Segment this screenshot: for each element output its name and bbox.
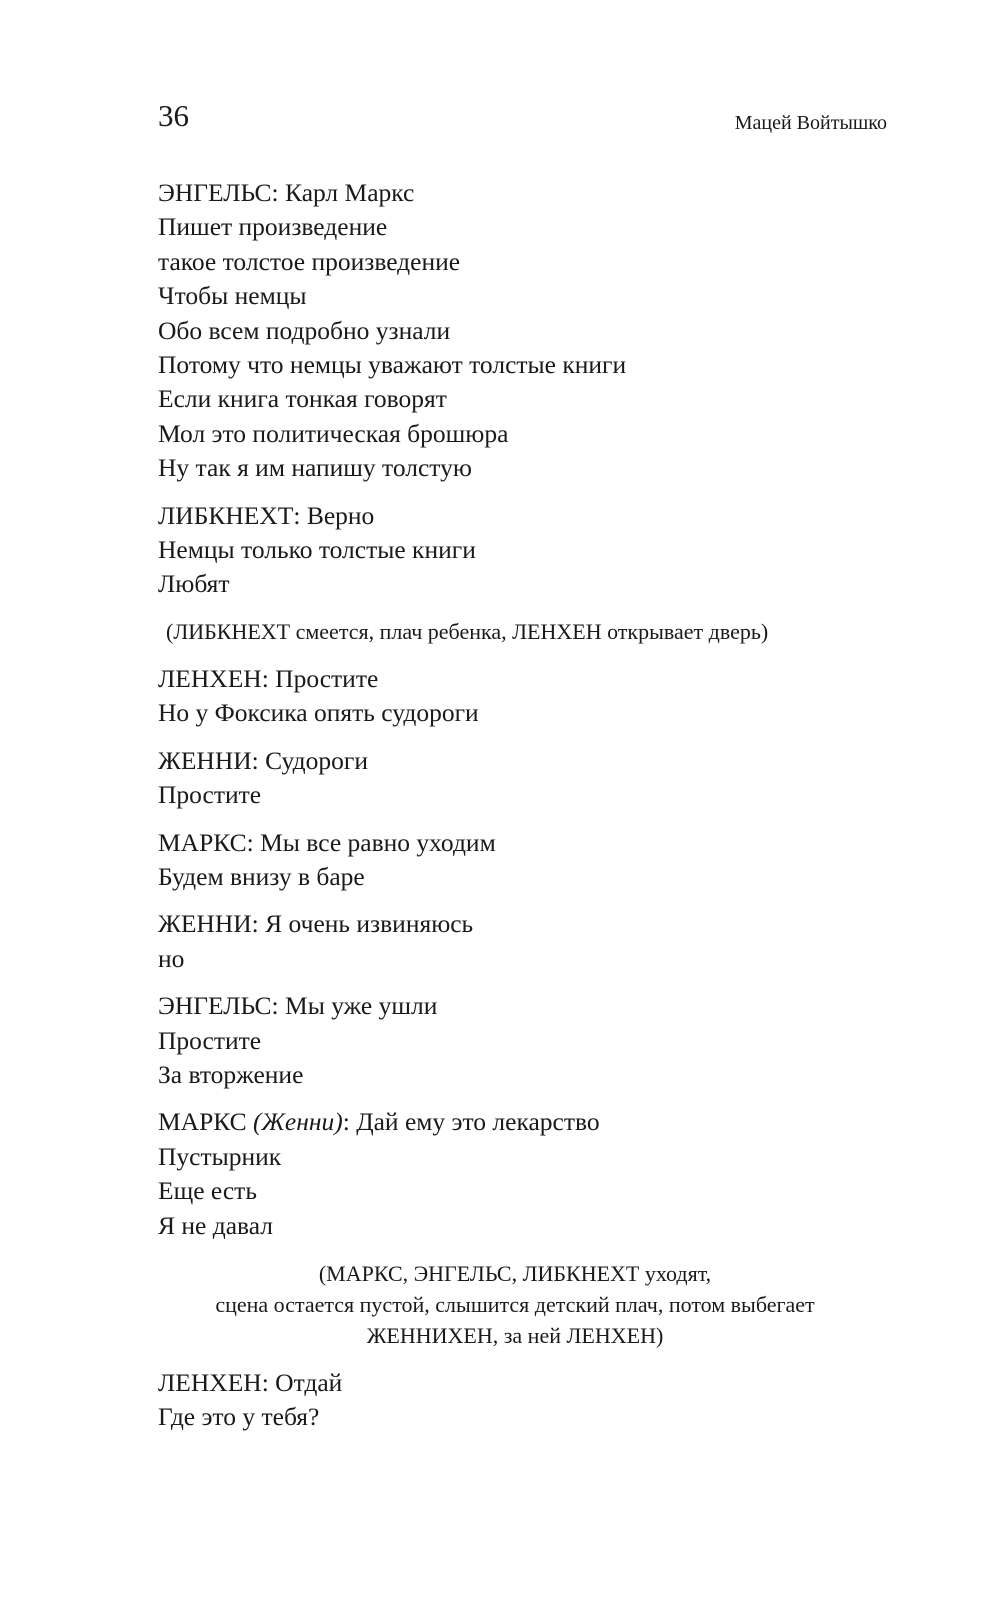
speech-line: Я не давал (158, 1210, 273, 1240)
speech-line: Если книга тонкая говорят (158, 384, 447, 414)
inline-direction: (Женни) (253, 1107, 343, 1137)
speech-line: Но у Фоксика опять судороги (158, 698, 479, 728)
speech-first-line: МАРКС (Женни): Дай ему это лекарство (158, 1107, 600, 1137)
speech-lenchen-1 (158, 662, 928, 731)
speech-jenny-2 (158, 907, 928, 976)
speaker-name: ЖЕННИ: (158, 745, 259, 775)
speech-marx-1 (158, 826, 928, 895)
character-name: ЛЕНХЕН (566, 1322, 656, 1348)
speech-engels-1 (158, 176, 928, 486)
speech-line: Мол это политическая брошюра (158, 418, 509, 448)
speech-line: Еще есть (158, 1176, 257, 1206)
speech-liebknecht (158, 499, 928, 602)
speech-line: Потому что немцы уважают толстые книги (158, 350, 627, 380)
speech-line: Чтобы немцы (158, 281, 307, 311)
character-name: ЛИБКНЕХТ (522, 1260, 640, 1286)
speech-first-line: ЖЕННИ: Я очень извиняюсь (158, 909, 474, 939)
speaker-name: ЛЕНХЕН: (158, 663, 269, 693)
speaker-name: ЭНГЕЛЬС: (158, 991, 279, 1021)
speaker-name: ЖЕННИ: (158, 909, 259, 939)
speech-line: Простите (158, 780, 262, 810)
stage-line: сцена остается пустой, слышится детский плач, потом выбегает (215, 1291, 815, 1317)
stage-direction-1: (ЛИБКНЕХТ смеется, плач ребенка, ЛЕНХЕН открывает дверь) (166, 618, 769, 644)
character-name: ЛИБКНЕХТ (173, 618, 291, 644)
speech-first-line: МАРКС: Мы все равно уходим (158, 827, 496, 857)
speech-line: но (158, 943, 185, 973)
speech-first-line: ЛИБКНЕХТ: Верно (158, 500, 375, 530)
speech-first-line: ЭНГЕЛЬС: Карл Маркс (158, 178, 415, 207)
speech-line: Немцы только толстые книги (158, 535, 476, 565)
speech-jenny-1 (158, 744, 928, 813)
speaker-name: ЭНГЕЛЬС: (158, 178, 279, 207)
character-name: ЛЕНХЕН (512, 618, 602, 644)
speech-line: Где это у тебя? (158, 1402, 320, 1432)
speech-line: Ну так я им напишу толстую (158, 453, 472, 483)
character-name: ЭНГЕЛЬС (413, 1260, 512, 1286)
speech-line: Простите (158, 1025, 262, 1055)
speech-line: Любят (158, 569, 230, 599)
speaker-name: МАРКС (158, 1107, 247, 1137)
speech-line: Обо всем подробно узнали (158, 315, 451, 345)
speech-engels-2 (158, 989, 928, 1092)
character-name: ЖЕННИХЕН (366, 1322, 493, 1348)
stage-line: (МАРКС, ЭНГЕЛЬС, ЛИБКНЕХТ уходят, (318, 1260, 712, 1286)
stage-line: ЖЕННИХЕН, за ней ЛЕНХЕН) (366, 1322, 664, 1348)
speaker-name: ЛИБКНЕХТ: (158, 500, 301, 530)
speaker-name: МАРКС: (158, 827, 254, 857)
speech-line: такое толстое произведение (158, 246, 461, 276)
page-number: 36 (158, 98, 189, 133)
speech-line: За вторжение (158, 1059, 304, 1089)
running-head-author: Мацей Войтышко (734, 112, 887, 134)
speech-line: Пустырник (158, 1141, 282, 1171)
speech-line: Будем внизу в баре (158, 861, 365, 891)
speech-line: Пишет произведение (158, 212, 388, 242)
speech-marx-2 (158, 1105, 928, 1243)
speech-lenchen-2 (158, 1366, 928, 1435)
stage-direction-2 (170, 1258, 860, 1351)
speaker-name: ЛЕНХЕН: (158, 1367, 269, 1397)
speech-first-line: ЛЕНХЕН: Простите (158, 663, 379, 693)
speech-first-line: ЛЕНХЕН: Отдай (158, 1367, 343, 1397)
speech-first-line: ЭНГЕЛЬС: Мы уже ушли (158, 991, 438, 1021)
play-text (158, 176, 928, 1435)
character-name: МАРКС (326, 1260, 403, 1286)
speech-first-line: ЖЕННИ: Судороги (158, 745, 368, 775)
